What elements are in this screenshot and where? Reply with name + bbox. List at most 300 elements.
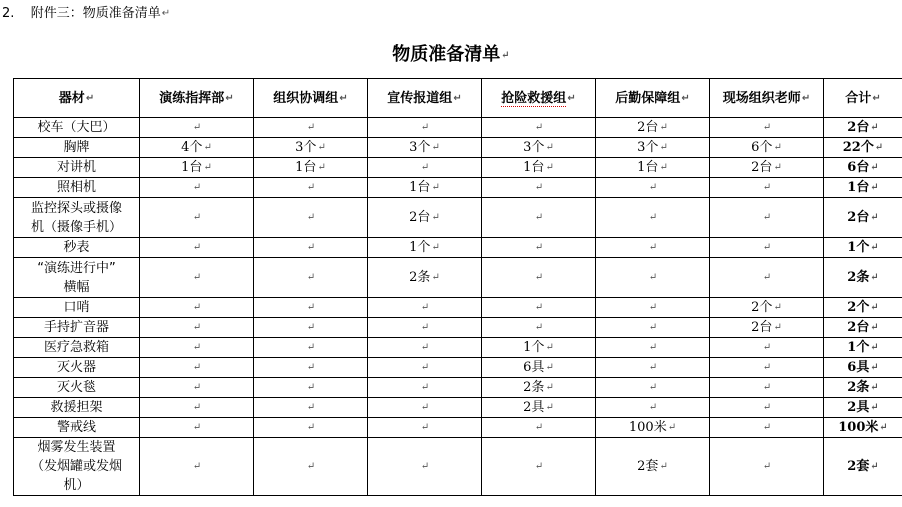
total-cell xyxy=(824,398,902,418)
equipment-name: 机） xyxy=(63,478,90,493)
appendix-heading xyxy=(2,2,170,21)
quantity-value: 2条 xyxy=(409,270,431,285)
paragraph-mark-icon: ↵ xyxy=(306,422,316,433)
paragraph-mark-icon: ↵ xyxy=(192,402,202,413)
paragraph-mark-icon: ↵ xyxy=(762,242,772,253)
paragraph-mark-icon: ↵ xyxy=(306,461,316,472)
equipment-name-cell xyxy=(14,118,140,138)
quantity-cell xyxy=(596,198,710,238)
quantity-cell xyxy=(254,298,368,318)
quantity-cell xyxy=(254,378,368,398)
paragraph-mark-icon: ↵ xyxy=(85,92,95,104)
table-row xyxy=(14,238,902,258)
equipment-name-cell xyxy=(14,158,140,178)
paragraph-mark-icon: ↵ xyxy=(306,122,316,133)
paragraph-mark-icon: ↵ xyxy=(648,302,658,313)
quantity-cell xyxy=(254,238,368,258)
paragraph-mark-icon: ↵ xyxy=(306,272,316,283)
total-value: 2个 xyxy=(847,300,870,315)
table-row xyxy=(14,118,902,138)
quantity-cell xyxy=(140,418,254,438)
paragraph-mark-icon: ↵ xyxy=(534,461,544,472)
quantity-value: 4个 xyxy=(181,140,203,155)
quantity-cell xyxy=(596,118,710,138)
quantity-cell xyxy=(140,398,254,418)
total-cell xyxy=(824,418,902,438)
header-label: 合计 xyxy=(845,90,872,106)
paragraph-mark-icon: ↵ xyxy=(648,272,658,283)
equipment-name: 机（摄像手机） xyxy=(30,219,122,235)
total-cell xyxy=(824,378,902,398)
quantity-value: 2台 xyxy=(637,120,659,135)
quantity-cell xyxy=(254,318,368,338)
equipment-name: 警戒线 xyxy=(56,420,96,435)
equipment-name-cell xyxy=(14,418,140,438)
quantity-cell xyxy=(368,398,482,418)
quantity-cell xyxy=(140,318,254,338)
paragraph-mark-icon: ↵ xyxy=(681,92,690,104)
paragraph-mark-icon: ↵ xyxy=(648,212,658,223)
quantity-cell xyxy=(254,138,368,158)
paragraph-mark-icon: ↵ xyxy=(534,302,544,313)
quantity-cell xyxy=(596,398,710,418)
equipment-name-cell xyxy=(14,238,140,258)
paragraph-mark-icon: ↵ xyxy=(762,212,772,223)
quantity-cell xyxy=(482,258,596,298)
quantity-cell xyxy=(368,178,482,198)
table-row xyxy=(14,378,902,398)
paragraph-mark-icon: ↵ xyxy=(420,322,430,333)
total-cell xyxy=(824,138,902,158)
quantity-cell xyxy=(140,138,254,158)
table-row xyxy=(14,358,902,378)
quantity-cell xyxy=(254,358,368,378)
header-label: 抢险救援组 xyxy=(501,90,567,106)
paragraph-mark-icon: ↵ xyxy=(420,382,430,393)
total-value: 100米 xyxy=(838,420,879,435)
column-header-onsite-teacher xyxy=(710,79,824,118)
quantity-cell xyxy=(710,418,824,438)
quantity-value: 2条 xyxy=(523,380,545,395)
paragraph-mark-icon: ↵ xyxy=(339,92,348,104)
paragraph-mark-icon: ↵ xyxy=(870,382,879,393)
equipment-name: （发烟罐或发烟 xyxy=(30,459,122,474)
paragraph-mark-icon: ↵ xyxy=(762,362,772,373)
paragraph-mark-icon: ↵ xyxy=(870,302,879,313)
paragraph-mark-icon: ↵ xyxy=(870,322,879,333)
equipment-name: 监控探头或摄像 xyxy=(30,200,122,216)
quantity-cell xyxy=(596,138,710,158)
paragraph-mark-icon: ↵ xyxy=(534,182,544,193)
header-label: 宣传报道组 xyxy=(387,90,453,106)
paragraph-mark-icon: ↵ xyxy=(648,342,658,353)
table-row xyxy=(14,198,902,238)
equipment-name-cell xyxy=(14,398,140,418)
paragraph-mark-icon: ↵ xyxy=(306,182,316,193)
header-label: 演练指挥部 xyxy=(159,90,225,106)
equipment-name-cell xyxy=(14,298,140,318)
paragraph-mark-icon: ↵ xyxy=(534,322,544,333)
quantity-cell xyxy=(596,338,710,358)
paragraph-mark-icon: ↵ xyxy=(420,402,430,413)
quantity-cell xyxy=(140,118,254,138)
quantity-cell xyxy=(710,198,824,238)
paragraph-mark-icon: ↵ xyxy=(306,342,316,353)
quantity-cell xyxy=(140,438,254,496)
equipment-name: 灭火器 xyxy=(56,360,96,375)
paragraph-mark-icon: ↵ xyxy=(762,422,772,433)
paragraph-mark-icon: ↵ xyxy=(192,422,202,433)
quantity-value: 1台 xyxy=(637,160,659,175)
quantity-cell xyxy=(710,138,824,158)
paragraph-mark-icon: ↵ xyxy=(773,162,782,173)
paragraph-mark-icon: ↵ xyxy=(648,322,658,333)
paragraph-mark-icon: ↵ xyxy=(648,382,658,393)
quantity-cell xyxy=(368,338,482,358)
paragraph-mark-icon: ↵ xyxy=(306,322,316,333)
total-value: 1个 xyxy=(847,240,870,255)
quantity-cell xyxy=(482,398,596,418)
equipment-name: “演练进行中” xyxy=(37,260,116,276)
paragraph-mark-icon: ↵ xyxy=(870,182,879,193)
quantity-cell xyxy=(482,378,596,398)
quantity-value: 6具 xyxy=(523,360,545,375)
table-row xyxy=(14,338,902,358)
table-row xyxy=(14,438,902,496)
total-value: 2条 xyxy=(847,380,870,395)
equipment-name: 口哨 xyxy=(63,300,90,315)
header-label: 器材 xyxy=(58,90,85,106)
quantity-cell xyxy=(482,238,596,258)
quantity-cell xyxy=(140,178,254,198)
quantity-cell xyxy=(254,178,368,198)
paragraph-mark-icon: ↵ xyxy=(192,362,202,373)
paragraph-mark-icon: ↵ xyxy=(192,322,202,333)
quantity-value: 100米 xyxy=(628,420,667,435)
paragraph-mark-icon: ↵ xyxy=(801,92,811,104)
paragraph-mark-icon: ↵ xyxy=(870,212,879,223)
quantity-value: 3个 xyxy=(637,140,659,155)
quantity-cell xyxy=(482,138,596,158)
quantity-cell xyxy=(710,358,824,378)
quantity-cell xyxy=(368,358,482,378)
paragraph-mark-icon: ↵ xyxy=(545,402,554,413)
quantity-cell xyxy=(710,298,824,318)
quantity-cell xyxy=(368,198,482,238)
paragraph-mark-icon: ↵ xyxy=(192,272,202,283)
total-value: 2台 xyxy=(847,210,870,225)
paragraph-mark-icon: ↵ xyxy=(431,272,440,283)
paragraph-mark-icon: ↵ xyxy=(870,122,879,133)
table-row xyxy=(14,138,902,158)
equipment-name: 烟雾发生装置 xyxy=(37,440,116,455)
quantity-cell xyxy=(368,138,482,158)
paragraph-mark-icon: ↵ xyxy=(192,182,202,193)
header-row xyxy=(14,79,902,118)
header-label: 后勤保障组 xyxy=(615,90,681,106)
quantity-value: 2套 xyxy=(637,459,659,474)
paragraph-mark-icon: ↵ xyxy=(534,122,544,133)
total-value: 2套 xyxy=(847,459,870,474)
quantity-cell xyxy=(482,418,596,438)
quantity-cell xyxy=(140,158,254,178)
equipment-name: 照相机 xyxy=(56,180,96,195)
quantity-cell xyxy=(254,398,368,418)
quantity-value: 6个 xyxy=(751,140,773,155)
paragraph-mark-icon: ↵ xyxy=(192,302,202,313)
paragraph-mark-icon: ↵ xyxy=(648,182,658,193)
paragraph-mark-icon: ↵ xyxy=(431,182,440,193)
quantity-cell xyxy=(368,418,482,438)
paragraph-mark-icon: ↵ xyxy=(659,162,668,173)
column-header-rescue xyxy=(482,79,596,118)
total-cell xyxy=(824,318,902,338)
quantity-cell xyxy=(254,118,368,138)
paragraph-mark-icon: ↵ xyxy=(161,8,171,19)
paragraph-mark-icon: ↵ xyxy=(545,162,554,173)
quantity-value: 1台 xyxy=(295,160,317,175)
equipment-name-cell xyxy=(14,138,140,158)
column-header-equipment xyxy=(14,79,140,118)
paragraph-mark-icon: ↵ xyxy=(879,422,888,433)
quantity-cell xyxy=(254,258,368,298)
paragraph-mark-icon: ↵ xyxy=(659,122,668,133)
total-value: 1个 xyxy=(847,340,870,355)
document-title xyxy=(0,40,902,66)
paragraph-mark-icon: ↵ xyxy=(762,461,772,472)
paragraph-mark-icon: ↵ xyxy=(648,402,658,413)
quantity-value: 1台 xyxy=(523,160,545,175)
paragraph-mark-icon: ↵ xyxy=(870,162,879,173)
quantity-cell xyxy=(596,238,710,258)
quantity-cell xyxy=(482,318,596,338)
title-text: 物质准备清单 xyxy=(392,44,501,65)
table-row xyxy=(14,298,902,318)
paragraph-mark-icon: ↵ xyxy=(420,362,430,373)
paragraph-mark-icon: ↵ xyxy=(306,302,316,313)
paragraph-mark-icon: ↵ xyxy=(203,162,212,173)
heading-text: 附件三：物质准备清单 xyxy=(30,6,161,21)
quantity-cell xyxy=(596,158,710,178)
paragraph-mark-icon: ↵ xyxy=(659,461,668,472)
total-cell xyxy=(824,158,902,178)
paragraph-mark-icon: ↵ xyxy=(762,342,772,353)
quantity-cell xyxy=(596,298,710,318)
quantity-cell xyxy=(140,358,254,378)
quantity-cell xyxy=(482,358,596,378)
paragraph-mark-icon: ↵ xyxy=(306,242,316,253)
equipment-name: 对讲机 xyxy=(56,160,96,175)
paragraph-mark-icon: ↵ xyxy=(317,162,326,173)
quantity-cell xyxy=(368,238,482,258)
quantity-value: 2具 xyxy=(523,400,545,415)
quantity-cell xyxy=(710,118,824,138)
quantity-cell xyxy=(368,378,482,398)
paragraph-mark-icon: ↵ xyxy=(317,142,326,153)
paragraph-mark-icon: ↵ xyxy=(420,342,430,353)
paragraph-mark-icon: ↵ xyxy=(192,342,202,353)
quantity-value: 1台 xyxy=(409,180,431,195)
quantity-cell xyxy=(140,378,254,398)
quantity-cell xyxy=(140,258,254,298)
equipment-name-cell xyxy=(14,318,140,338)
paragraph-mark-icon: ↵ xyxy=(431,242,440,253)
quantity-cell xyxy=(710,238,824,258)
paragraph-mark-icon: ↵ xyxy=(420,422,430,433)
table-row xyxy=(14,258,902,298)
quantity-cell xyxy=(254,158,368,178)
quantity-value: 2台 xyxy=(751,160,773,175)
equipment-name: 医疗急救箱 xyxy=(43,340,109,355)
quantity-cell xyxy=(368,298,482,318)
quantity-cell xyxy=(368,258,482,298)
equipment-name-cell xyxy=(14,438,140,496)
total-value: 22个 xyxy=(842,140,874,155)
paragraph-mark-icon: ↵ xyxy=(870,272,879,283)
equipment-name-cell xyxy=(14,378,140,398)
quantity-value: 1个 xyxy=(409,240,431,255)
paragraph-mark-icon: ↵ xyxy=(453,92,462,104)
paragraph-mark-icon: ↵ xyxy=(420,122,430,133)
total-cell xyxy=(824,258,902,298)
table-row xyxy=(14,158,902,178)
quantity-cell xyxy=(140,298,254,318)
table-body xyxy=(14,118,902,496)
equipment-name: 横幅 xyxy=(63,279,90,295)
paragraph-mark-icon: ↵ xyxy=(192,461,202,472)
quantity-cell xyxy=(482,198,596,238)
equipment-name-cell xyxy=(14,198,140,238)
quantity-cell xyxy=(482,178,596,198)
quantity-cell xyxy=(254,418,368,438)
paragraph-mark-icon: ↵ xyxy=(870,342,879,353)
equipment-name-cell xyxy=(14,358,140,378)
paragraph-mark-icon: ↵ xyxy=(431,212,440,223)
header-label: 组织协调组 xyxy=(273,90,339,106)
quantity-cell xyxy=(710,378,824,398)
quantity-cell xyxy=(596,438,710,496)
paragraph-mark-icon: ↵ xyxy=(545,362,554,373)
quantity-value: 1个 xyxy=(523,340,545,355)
table-row xyxy=(14,178,902,198)
quantity-cell xyxy=(368,158,482,178)
paragraph-mark-icon: ↵ xyxy=(534,212,544,223)
paragraph-mark-icon: ↵ xyxy=(545,342,554,353)
total-value: 2台 xyxy=(847,320,870,335)
table-row xyxy=(14,418,902,438)
quantity-cell xyxy=(368,118,482,138)
paragraph-mark-icon: ↵ xyxy=(545,142,554,153)
paragraph-mark-icon: ↵ xyxy=(870,402,879,413)
quantity-cell xyxy=(596,318,710,338)
paragraph-mark-icon: ↵ xyxy=(534,422,544,433)
paragraph-mark-icon: ↵ xyxy=(203,142,212,153)
header-label: 现场组织老师 xyxy=(722,90,801,106)
quantity-value: 1台 xyxy=(181,160,203,175)
paragraph-mark-icon: ↵ xyxy=(762,122,772,133)
equipment-name: 救援担架 xyxy=(50,400,103,415)
column-header-logistics xyxy=(596,79,710,118)
quantity-cell xyxy=(710,398,824,418)
quantity-cell xyxy=(254,338,368,358)
equipment-name: 校车（大巴） xyxy=(37,120,116,135)
paragraph-mark-icon: ↵ xyxy=(762,182,772,193)
total-value: 2台 xyxy=(847,120,870,135)
quantity-cell xyxy=(254,198,368,238)
quantity-cell xyxy=(482,438,596,496)
quantity-cell xyxy=(596,378,710,398)
paragraph-mark-icon: ↵ xyxy=(420,461,430,472)
quantity-value: 2台 xyxy=(751,320,773,335)
paragraph-mark-icon: ↵ xyxy=(431,142,440,153)
paragraph-mark-icon: ↵ xyxy=(870,362,879,373)
paragraph-mark-icon: ↵ xyxy=(773,142,782,153)
paragraph-mark-icon: ↵ xyxy=(870,461,879,472)
paragraph-mark-icon: ↵ xyxy=(306,382,316,393)
column-header-publicity xyxy=(368,79,482,118)
paragraph-mark-icon: ↵ xyxy=(667,422,677,433)
table-row xyxy=(14,318,902,338)
quantity-cell xyxy=(710,178,824,198)
paragraph-mark-icon: ↵ xyxy=(762,402,772,413)
quantity-cell xyxy=(710,258,824,298)
heading-number: 2. xyxy=(2,6,15,21)
paragraph-mark-icon: ↵ xyxy=(192,212,202,223)
total-cell xyxy=(824,238,902,258)
quantity-cell xyxy=(710,158,824,178)
quantity-cell xyxy=(710,318,824,338)
quantity-cell xyxy=(368,318,482,338)
paragraph-mark-icon: ↵ xyxy=(225,92,234,104)
total-value: 2具 xyxy=(847,400,870,415)
quantity-cell xyxy=(596,358,710,378)
total-cell xyxy=(824,358,902,378)
paragraph-mark-icon: ↵ xyxy=(567,92,576,104)
paragraph-mark-icon: ↵ xyxy=(534,242,544,253)
total-value: 6台 xyxy=(847,160,870,175)
paragraph-mark-icon: ↵ xyxy=(420,302,430,313)
quantity-value: 3个 xyxy=(409,140,431,155)
total-value: 2条 xyxy=(847,270,870,285)
materials-table xyxy=(13,78,902,496)
total-cell xyxy=(824,298,902,318)
paragraph-mark-icon: ↵ xyxy=(306,362,316,373)
quantity-cell xyxy=(710,438,824,496)
paragraph-mark-icon: ↵ xyxy=(762,382,772,393)
quantity-cell xyxy=(140,238,254,258)
total-cell xyxy=(824,198,902,238)
paragraph-mark-icon: ↵ xyxy=(534,272,544,283)
paragraph-mark-icon: ↵ xyxy=(648,242,658,253)
total-value: 6具 xyxy=(847,360,870,375)
paragraph-mark-icon: ↵ xyxy=(773,322,782,333)
paragraph-mark-icon: ↵ xyxy=(306,212,316,223)
total-cell xyxy=(824,438,902,496)
quantity-cell xyxy=(596,418,710,438)
total-cell xyxy=(824,178,902,198)
paragraph-mark-icon: ↵ xyxy=(545,382,554,393)
equipment-name: 秒表 xyxy=(63,240,90,255)
quantity-cell xyxy=(140,338,254,358)
quantity-value: 3个 xyxy=(295,140,317,155)
paragraph-mark-icon: ↵ xyxy=(773,302,782,313)
quantity-cell xyxy=(254,438,368,496)
quantity-value: 2台 xyxy=(409,210,431,225)
quantity-cell xyxy=(368,438,482,496)
paragraph-mark-icon: ↵ xyxy=(501,49,510,61)
quantity-cell xyxy=(596,178,710,198)
total-value: 1台 xyxy=(847,180,870,195)
